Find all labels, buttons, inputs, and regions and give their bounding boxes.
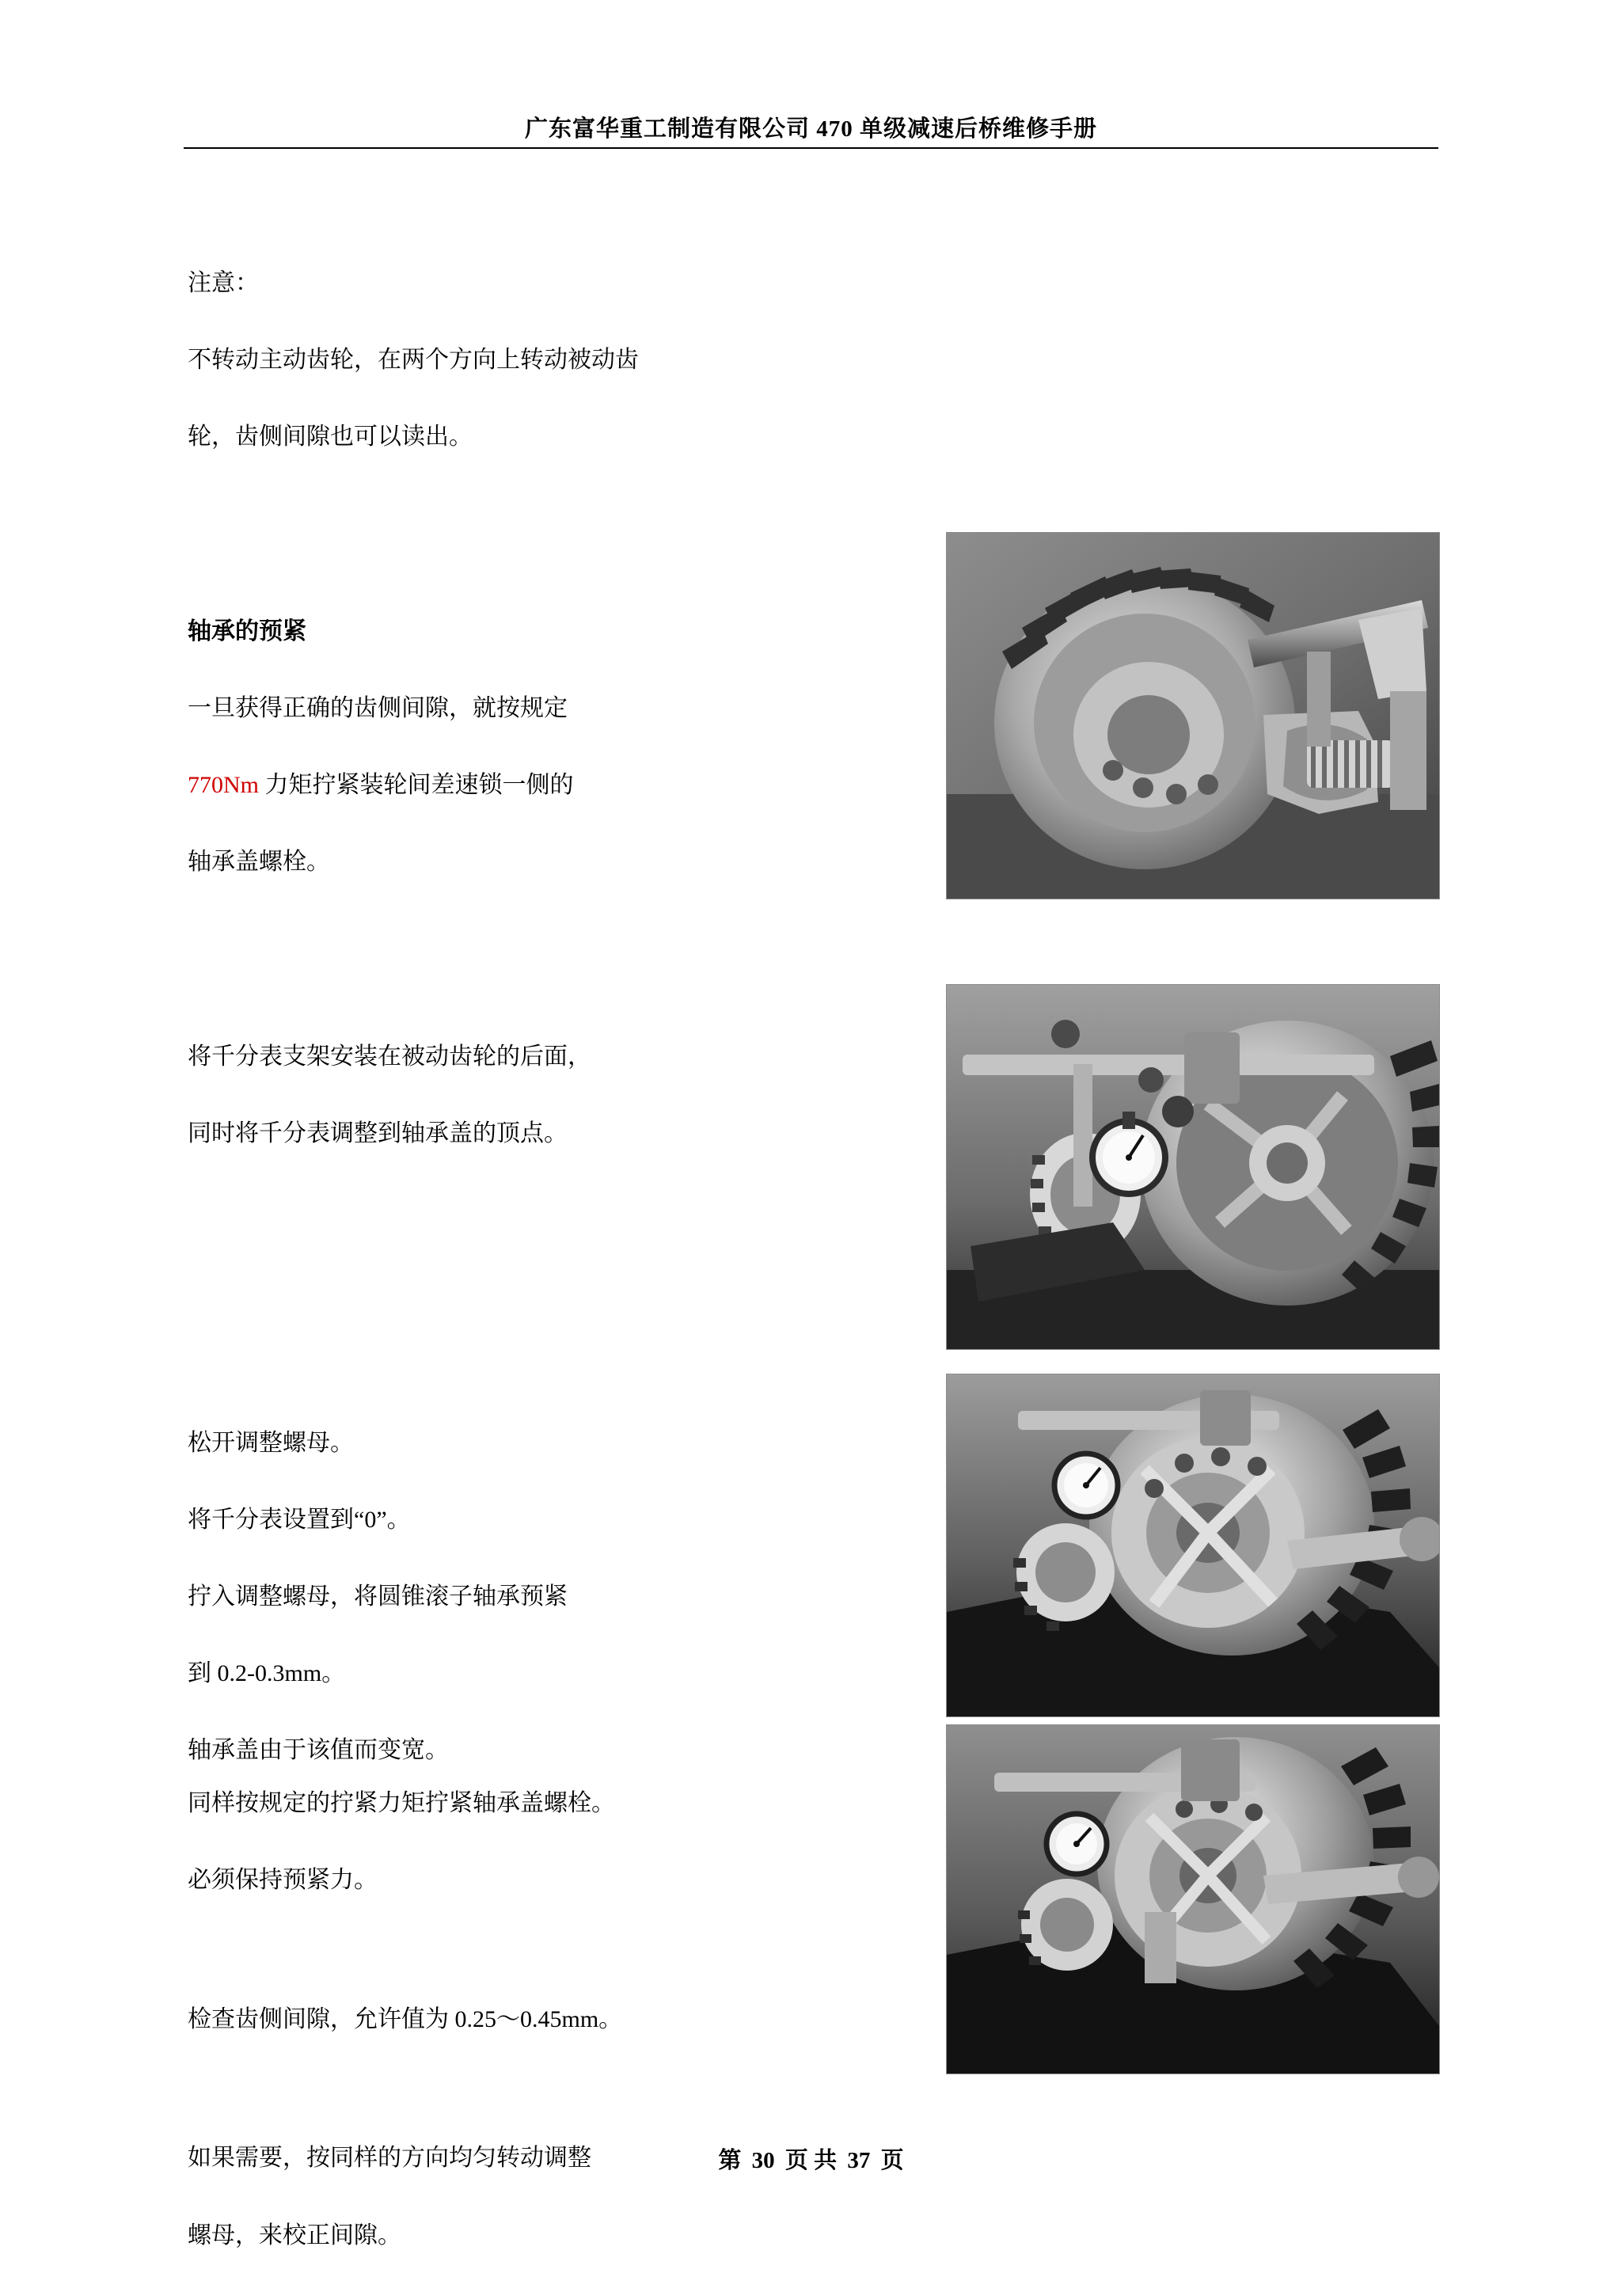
- nut-line-4: 到 0.2-0.3mm。: [188, 1660, 346, 1687]
- figure-4-graphic: [947, 1725, 1439, 2074]
- preload-line-2: [188, 766, 837, 805]
- preload-line-2-rest: 力矩拧紧装轮间差速锁一侧的: [259, 771, 574, 798]
- nut-line-3: 拧入调整螺母，将圆锥滚子轴承预紧: [188, 1583, 568, 1610]
- figure-1-graphic: [947, 533, 1439, 899]
- nut-line-2: 将千分表设置到“0”。: [188, 1506, 411, 1533]
- dial-gauge-paragraph: [188, 999, 884, 1192]
- header-divider: [184, 147, 1438, 149]
- final-line-3: 检查齿侧间隙，允许值为 0.25～0.45mm。: [188, 2005, 623, 2032]
- paragraph-gap-1: [188, 1938, 900, 1962]
- figure-dial-bracket-photo: [946, 984, 1440, 1350]
- nut-line-5: 轴承盖由于该值而变宽。: [188, 1737, 449, 1764]
- dial-line-2: 同时将千分表调整到轴承盖的顶点。: [188, 1119, 568, 1146]
- note-line-2: 轮，齿侧间隙也可以读出。: [188, 423, 473, 450]
- paragraph-gap-2: [188, 2077, 900, 2101]
- figure-tighten-cap-photo: [946, 1724, 1440, 2074]
- dial-line-1: 将千分表支架安装在被动齿轮的后面，: [188, 1043, 591, 1070]
- figure-ring-gear-photo: [946, 532, 1440, 899]
- final-paragraph: [188, 1746, 900, 2294]
- figure-adjusting-nut-photo: [946, 1374, 1440, 1717]
- bearing-preload-paragraph: [188, 574, 837, 920]
- footer-middle: 页 共: [784, 2148, 838, 2173]
- final-line-4: 如果需要，按同样的方向均匀转动调整: [188, 2145, 591, 2172]
- page-header: [0, 111, 1622, 143]
- footer-suffix: 页: [880, 2148, 904, 2173]
- footer-prefix: 第: [718, 2148, 742, 2173]
- note-paragraph: [188, 226, 837, 495]
- preload-line-1: 一旦获得正确的齿侧间隙，就按规定: [188, 694, 568, 721]
- page-footer: [0, 2142, 1622, 2175]
- torque-value: 770Nm: [188, 771, 259, 798]
- figure-3-graphic: [947, 1374, 1439, 1716]
- final-line-1: 同样按规定的拧紧力矩拧紧轴承盖螺栓。: [188, 1789, 615, 1816]
- preload-line-3: 轴承盖螺栓。: [188, 849, 330, 876]
- figure-2-graphic: [947, 985, 1439, 1349]
- nut-line-1: 松开调整螺母。: [188, 1429, 354, 1456]
- header-title: 广东富华重工制造有限公司 470 单级减速后桥维修手册: [524, 116, 1097, 142]
- final-line-2: 必须保持预紧力。: [188, 1866, 378, 1893]
- footer-total-pages: 37: [847, 2148, 871, 2173]
- final-line-5: 螺母，来校正间隙。: [188, 2222, 401, 2248]
- preload-heading: 轴承的预紧: [188, 618, 306, 644]
- note-line-1: 不转动主动齿轮，在两个方向上转动被动齿: [188, 346, 639, 373]
- note-heading: 注意：: [188, 269, 259, 296]
- footer-page-number: 30: [751, 2148, 775, 2173]
